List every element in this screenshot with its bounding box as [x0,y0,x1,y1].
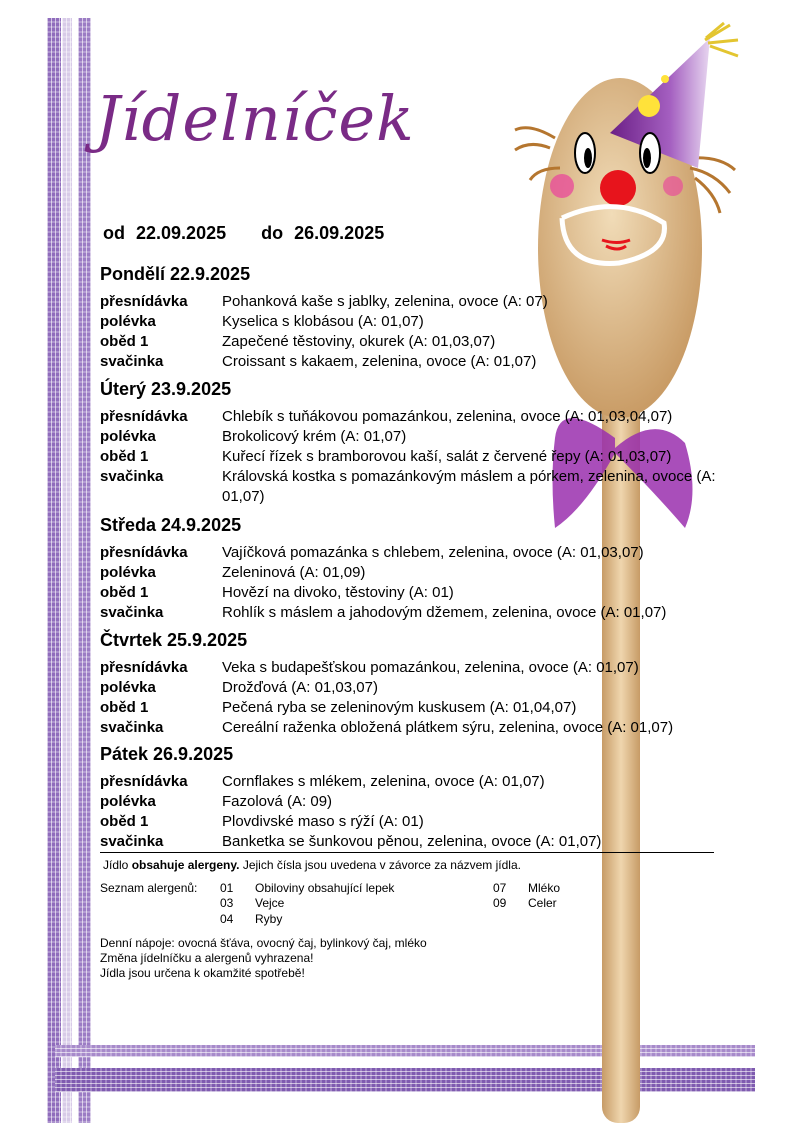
cheek-right [663,176,683,196]
meal-row: svačinka Banketka se šunkovou pěnou, zelenina, ovoce (A: 01,07) [100,833,602,850]
meal-row: polévka Fazolová (A: 09) [100,793,333,810]
day-heading: Pátek 26.9.2025 [100,744,234,764]
allergen-item: Ryby [255,912,283,926]
allergen-item: 04 [220,912,234,926]
fabric-border-left-third [78,18,91,1123]
divider [100,852,714,853]
meal-row: přesnídávka Chlebík s tuňákovou pomazánkou, zelenina, ovoce (A: 01,03,04,07) [100,408,673,425]
hat-pom-yellow [638,95,660,117]
allergen-item: 01 [220,881,234,895]
footer-note: Jídla jsou určena k okamžité spotřebě! [100,966,305,980]
meal-row: přesnídávka Veka s budapešťskou pomazánkou, zelenina, ovoce (A: 01,07) [100,659,639,676]
meal-row: svačinka Rohlík s máslem a jahodovým džemem, zelenina, ovoce (A: 01,07) [100,604,667,621]
date-range [103,223,390,244]
day-heading: Středa 24.9.2025 [100,515,242,535]
day-heading: Úterý 23.9.2025 [100,379,232,399]
fabric-border-left [47,18,61,1123]
meal-row: přesnídávka Cornflakes s mlékem, zelenina, ovoce (A: 01,07) [100,773,545,790]
date-from: 22.09.2025 [136,223,227,243]
footer-note: Denní nápoje: ovocná šťáva, ovocný čaj, bylinkový čaj, mléko [100,936,427,950]
meal-row: oběd 1 Hovězí na divoko, těstoviny (A: 01) [100,584,454,601]
meal-row: polévka Zeleninová (A: 01,09) [100,564,366,581]
meal-row: polévka Brokolicový krém (A: 01,07) [100,428,407,445]
day-block [100,379,730,507]
day-heading: Pondělí 22.9.2025 [100,264,251,284]
footer-note: Změna jídelníčku a alergenů vyhrazena! [100,951,314,965]
day-block [100,515,730,623]
allergen-item: Mléko [528,881,561,895]
date-from-label: od [103,223,125,243]
allergen-item: 09 [493,896,507,910]
day-block [100,744,730,852]
allergen-item: Obiloviny obsahující lepek [255,881,395,895]
meal-row: oběd 1 Plovdivské maso s rýží (A: 01) [100,813,424,830]
clown-nose [600,170,636,206]
fabric-border-left-inner [62,18,72,1123]
allergen-list-label: Seznam alergenů: [100,881,198,895]
allergen-item: Vejce [255,896,285,910]
page-title: Jídelníček [95,82,415,155]
allergen-item: 03 [220,896,234,910]
meal-row: přesnídávka Pohanková kaše s jablky, zelenina, ovoce (A: 07) [100,293,548,310]
allergen-note: Jídlo obsahuje alergeny. Jejich čísla jsou uvedena v závorce za názvem jídla. [103,858,521,872]
meal-row: oběd 1 Pečená ryba se zeleninovým kuskusem (A: 01,04,07) [100,699,577,716]
meal-row: svačinka Královská kostka s pomazánkovým máslem a pórkem, zelenina, ovoce (A: 01,07) [100,468,716,505]
meal-row: polévka Kyselica s klobásou (A: 01,07) [100,313,424,330]
date-to-label: do [261,223,284,243]
allergen-item: Celer [528,896,557,910]
hat-tassel [705,23,738,56]
meal-row: oběd 1 Zapečené těstoviny, okurek (A: 01,03,07) [100,333,496,350]
date-to: 26.09.2025 [294,223,385,243]
meal-row: svačinka Cereální raženka obložená plátkem sýru, zelenina, ovoce (A: 01,07) [100,719,674,736]
day-heading: Čtvrtek 25.9.2025 [100,630,248,650]
allergen-item: 07 [493,881,507,895]
cheek-left [550,174,574,198]
day-block [100,264,730,372]
meal-row: přesnídávka Vajíčková pomazánka s chlebem, zelenina, ovoce (A: 01,03,07) [100,544,644,561]
meal-row: svačinka Croissant s kakaem, zelenina, ovoce (A: 01,07) [100,353,537,370]
footer-notes [100,936,427,981]
meal-row: polévka Drožďová (A: 01,03,07) [100,679,378,696]
meal-row: oběd 1 Kuřecí řízek s bramborovou kaší, salát z červené řepy (A: 01,03,07) [100,448,672,465]
day-block [100,630,730,738]
hat-pom-small [661,75,669,83]
